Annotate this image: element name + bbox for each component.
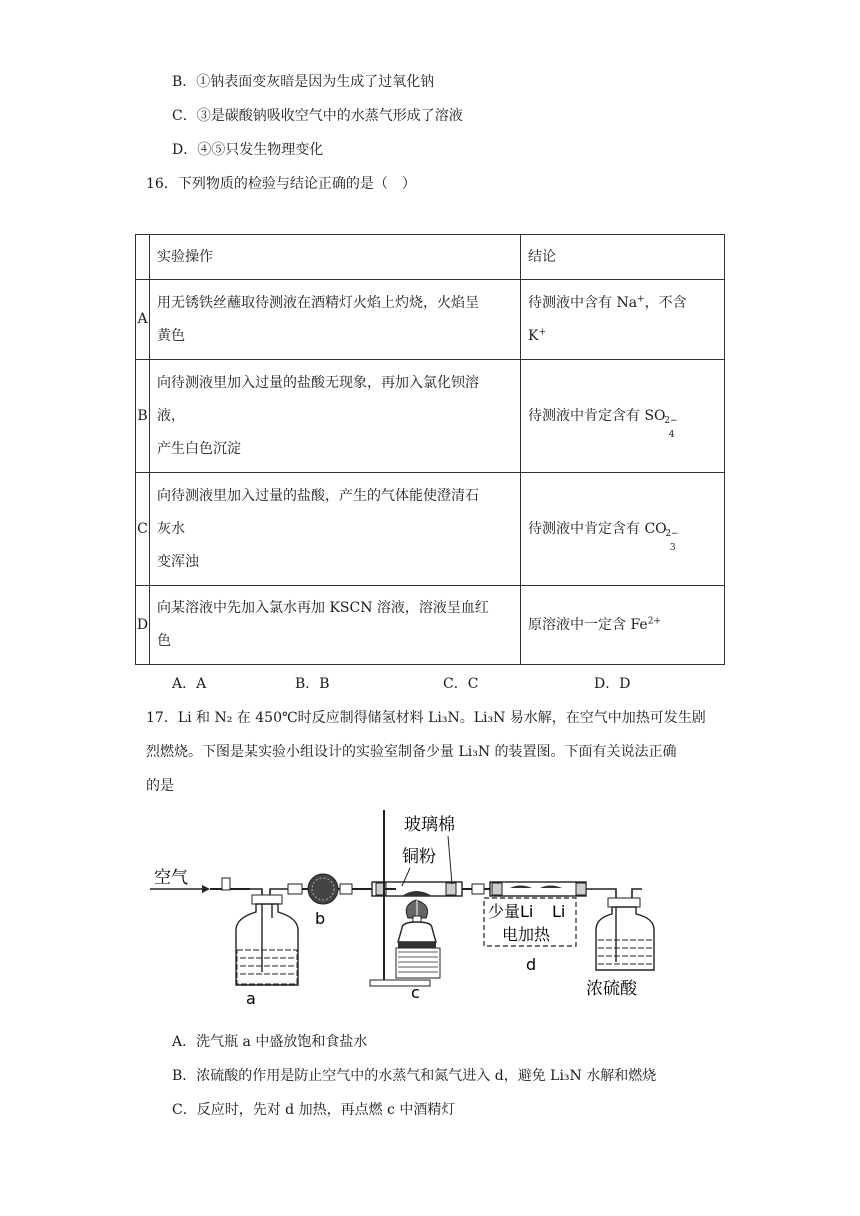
wash-bottle-a	[236, 904, 298, 985]
question-17-stem-line1: 17．Li 和 N₂ 在 450℃时反应制得储氢材料 Li₃N。Li₃N 易水解，在空气中加热可发生剧	[146, 710, 706, 726]
header-conclusion: 结论	[521, 235, 725, 280]
q17-option-c: C．反应时，先对 d 加热，再点燃 c 中酒精灯	[172, 1102, 456, 1118]
label-b: b	[315, 909, 326, 928]
row-operation-line: 黄色	[157, 327, 185, 344]
prev-option-b: B．①钠表面变灰暗是因为生成了过氧化钠	[172, 74, 435, 90]
table-row: A 用无锈铁丝蘸取待测液在酒精灯火焰上灼烧，火焰呈 黄色 待测液中含有 Na+，不含 K+	[136, 280, 725, 360]
glass-wool-label: 玻璃棉	[404, 815, 455, 835]
row-conclusion: 原溶液中一定含 Fe	[528, 616, 648, 633]
table-row: C 向待测液里加入过量的盐酸，产生的气体能使澄清石 灰水 变浑浊 待测液中肯定含有 CO 2− 3	[136, 473, 725, 586]
label-d: d	[526, 955, 537, 974]
answer-d: D．D	[594, 676, 631, 692]
air-label: 空气	[154, 868, 188, 888]
row-operation-line: 向待测液里加入过量的盐酸无现象，再加入氯化钡溶	[157, 374, 479, 391]
row-conclusion: 待测液中含有 Na	[528, 294, 638, 311]
answer-c: C．C	[443, 676, 479, 692]
question-17-stem-line2: 烈燃烧。下图是某实验小组设计的实验室制备少量 Li₃N 的装置图。下面有关说法正确	[146, 744, 677, 760]
tube-d	[490, 882, 586, 896]
table-header-row	[136, 235, 725, 280]
row-operation-line: 变浑浊	[157, 553, 199, 570]
acid-label: 浓硫酸	[586, 979, 637, 999]
table-row: B 向待测液里加入过量的盐酸无现象，再加入氯化钡溶 液， 产生白色沉淀 待测液中肯定含有 SO 2− 4	[136, 360, 725, 473]
row-conclusion: 待测液中肯定含有 CO	[528, 520, 667, 537]
question-16-stem: 16．下列物质的检验与结论正确的是（ ）	[146, 176, 416, 192]
alcohol-lamp-icon	[398, 922, 436, 942]
row-operation-line: 用无锈铁丝蘸取待测液在酒精灯火焰上灼烧，火焰呈	[157, 294, 479, 311]
row-operation-line: 色	[157, 633, 171, 649]
answer-a: A．A	[172, 676, 207, 692]
heat-label: 电加热	[502, 925, 551, 944]
apparatus-figure	[140, 800, 660, 1005]
label-a: a	[246, 989, 256, 1005]
row-operation-line: 液，	[157, 407, 185, 424]
question-17-stem-line3: 的是	[146, 778, 174, 794]
question-16-table	[135, 234, 725, 665]
label-c: c	[411, 983, 420, 1002]
prev-option-c: C．③是碳酸钠吸收空气中的水蒸气形成了溶液	[172, 108, 463, 124]
header-operation: 实验操作	[150, 235, 521, 280]
row-operation-line: 灰水	[157, 520, 185, 537]
row-operation-line: 产生白色沉淀	[157, 440, 241, 457]
row-label: C	[136, 473, 150, 586]
row-conclusion: 待测液中肯定含有 SO	[528, 407, 666, 424]
copper-label: 铜粉	[402, 847, 436, 867]
row-label: B	[136, 360, 150, 473]
answer-b: B．B	[295, 676, 330, 692]
stopcock-icon	[222, 878, 230, 890]
row-label: D	[136, 586, 150, 665]
row-label: A	[136, 280, 150, 360]
table-row: D 向某溶液中先加入氯水再加 KSCN 溶液，溶液呈血红 色 原溶液中一定含 $Fe^{2+}$	[136, 586, 725, 665]
air-arrow-icon	[202, 885, 210, 893]
q17-option-a: A．洗气瓶 a 中盛放饱和食盐水	[172, 1034, 368, 1050]
row-operation-line: 向某溶液中先加入氯水再加 KSCN 溶液，溶液呈血红	[157, 600, 489, 616]
acid-bottle	[596, 907, 654, 970]
li-label: Li	[552, 902, 566, 921]
q17-option-b: B．浓硫酸的作用是防止空气中的水蒸气和氮气进入 d，避免 Li₃N 水解和燃烧	[172, 1068, 657, 1084]
prev-option-d: D．④⑤只发生物理变化	[172, 142, 324, 158]
li-small-label: 少量Li	[488, 902, 534, 921]
row-operation-line: 向待测液里加入过量的盐酸，产生的气体能使澄清石	[157, 487, 479, 504]
